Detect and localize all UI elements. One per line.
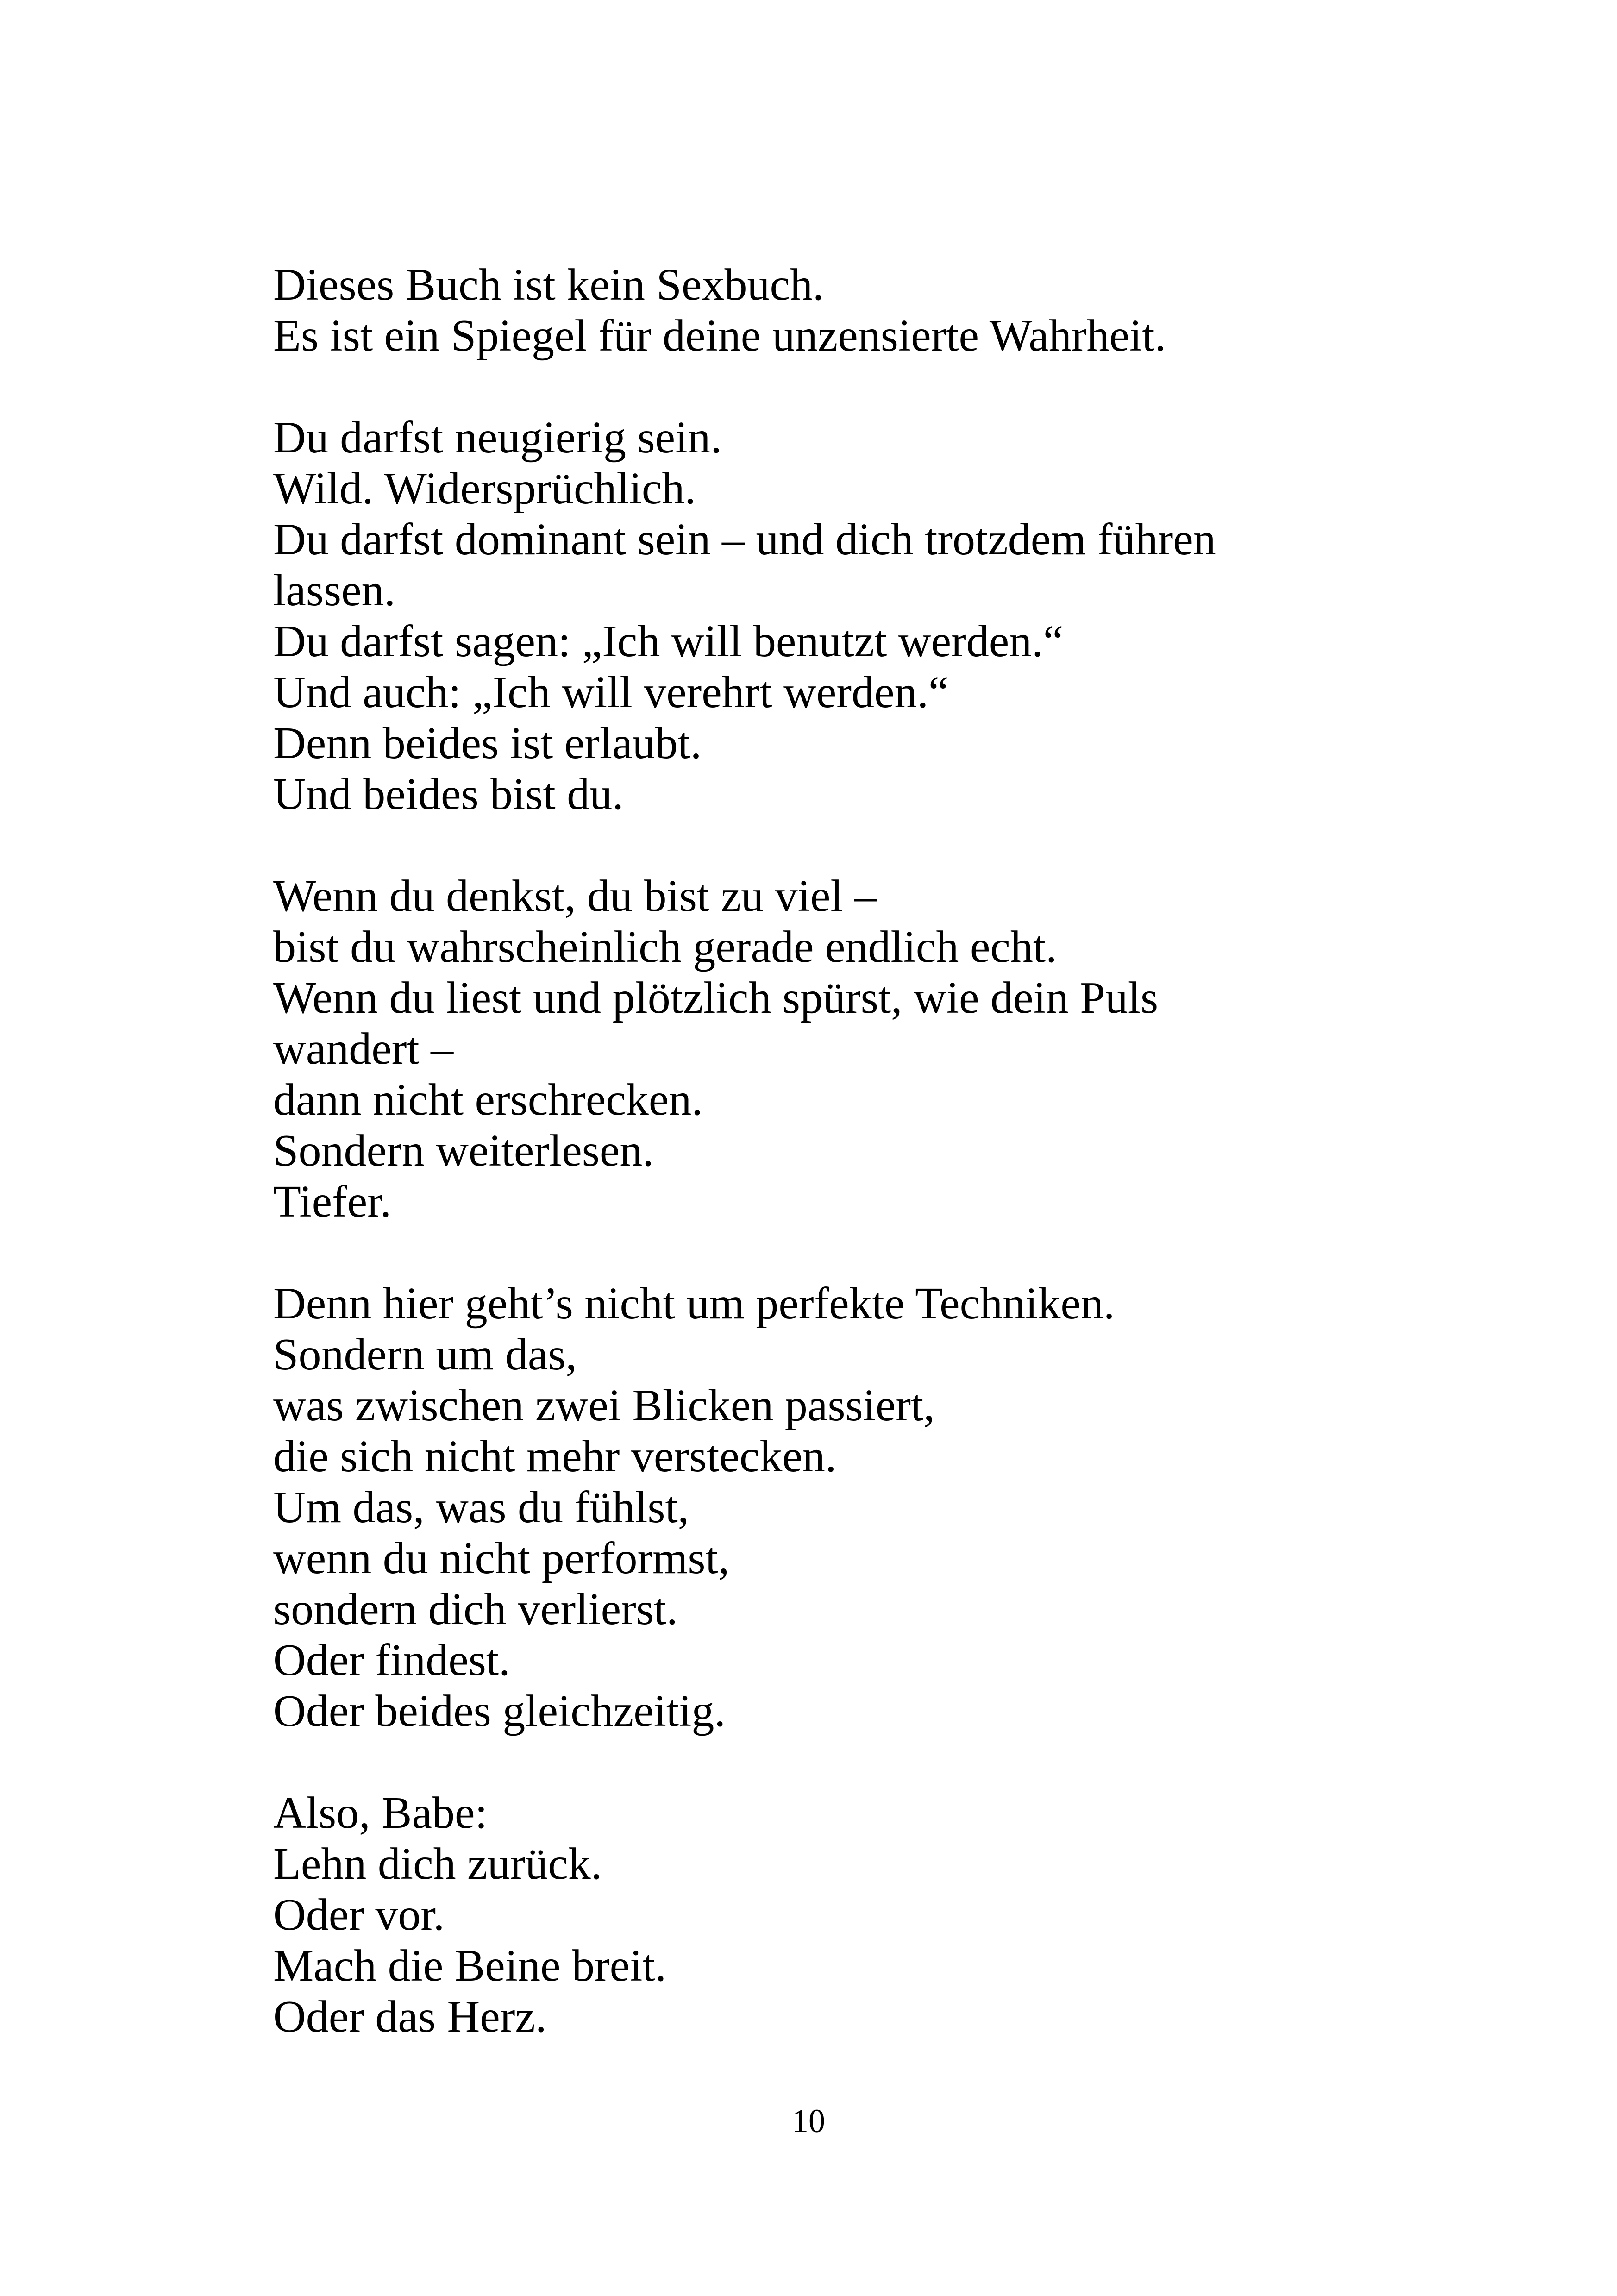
text-line: Wenn du liest und plötzlich spürst, wie dein Puls: [273, 973, 1159, 1023]
stanza-3: [273, 871, 1338, 1227]
text-line: bist du wahrscheinlich gerade endlich echt.: [273, 922, 1057, 972]
text-line: dann nicht erschrecken.: [273, 1075, 703, 1125]
text-line: Wenn du denkst, du bist zu viel –: [273, 871, 877, 921]
text-line: Und auch: „Ich will verehrt werden.“: [273, 667, 949, 717]
text-line: Oder das Herz.: [273, 1992, 547, 2042]
text-line: die sich nicht mehr verstecken.: [273, 1431, 837, 1481]
text-line: Also, Babe:: [273, 1788, 488, 1838]
stanza-4: [273, 1278, 1338, 1737]
text-line: Oder beides gleichzeitig.: [273, 1686, 726, 1736]
text-line: Es ist ein Spiegel für deine unzensierte Wahrheit.: [273, 311, 1166, 361]
text-line: Dieses Buch ist kein Sexbuch.: [273, 260, 824, 310]
text-line: Wild. Widersprüchlich.: [273, 464, 696, 514]
stanza-5: [273, 1788, 1338, 2042]
text-line: Denn beides ist erlaubt.: [273, 718, 702, 768]
page-number: 10: [792, 2102, 825, 2139]
text-line: Mach die Beine breit.: [273, 1941, 667, 1991]
text-line: Du darfst neugierig sein.: [273, 413, 722, 463]
text-line: Oder vor.: [273, 1890, 445, 1940]
stanza-2: [273, 412, 1338, 820]
body-text: [273, 259, 1338, 2042]
text-line: Du darfst dominant sein – und dich trotzdem führen: [273, 514, 1216, 565]
text-line: Und beides bist du.: [273, 769, 624, 819]
text-line: Du darfst sagen: „Ich will benutzt werden.“: [273, 616, 1064, 666]
text-line: Sondern um das,: [273, 1330, 577, 1380]
stanza-1: [273, 259, 1338, 361]
text-line: Lehn dich zurück.: [273, 1839, 602, 1889]
text-line: lassen.: [273, 565, 395, 615]
text-line: sondern dich verlierst.: [273, 1584, 678, 1634]
text-line: Um das, was du fühlst,: [273, 1482, 689, 1532]
text-line: wandert –: [273, 1024, 454, 1074]
text-line: Oder findest.: [273, 1635, 510, 1685]
text-line: Tiefer.: [273, 1177, 392, 1227]
text-line: Sondern weiterlesen.: [273, 1126, 654, 1176]
text-line: Denn hier geht’s nicht um perfekte Techniken.: [273, 1279, 1115, 1329]
text-line: wenn du nicht performst,: [273, 1533, 730, 1583]
text-line: was zwischen zwei Blicken passiert,: [273, 1380, 935, 1430]
